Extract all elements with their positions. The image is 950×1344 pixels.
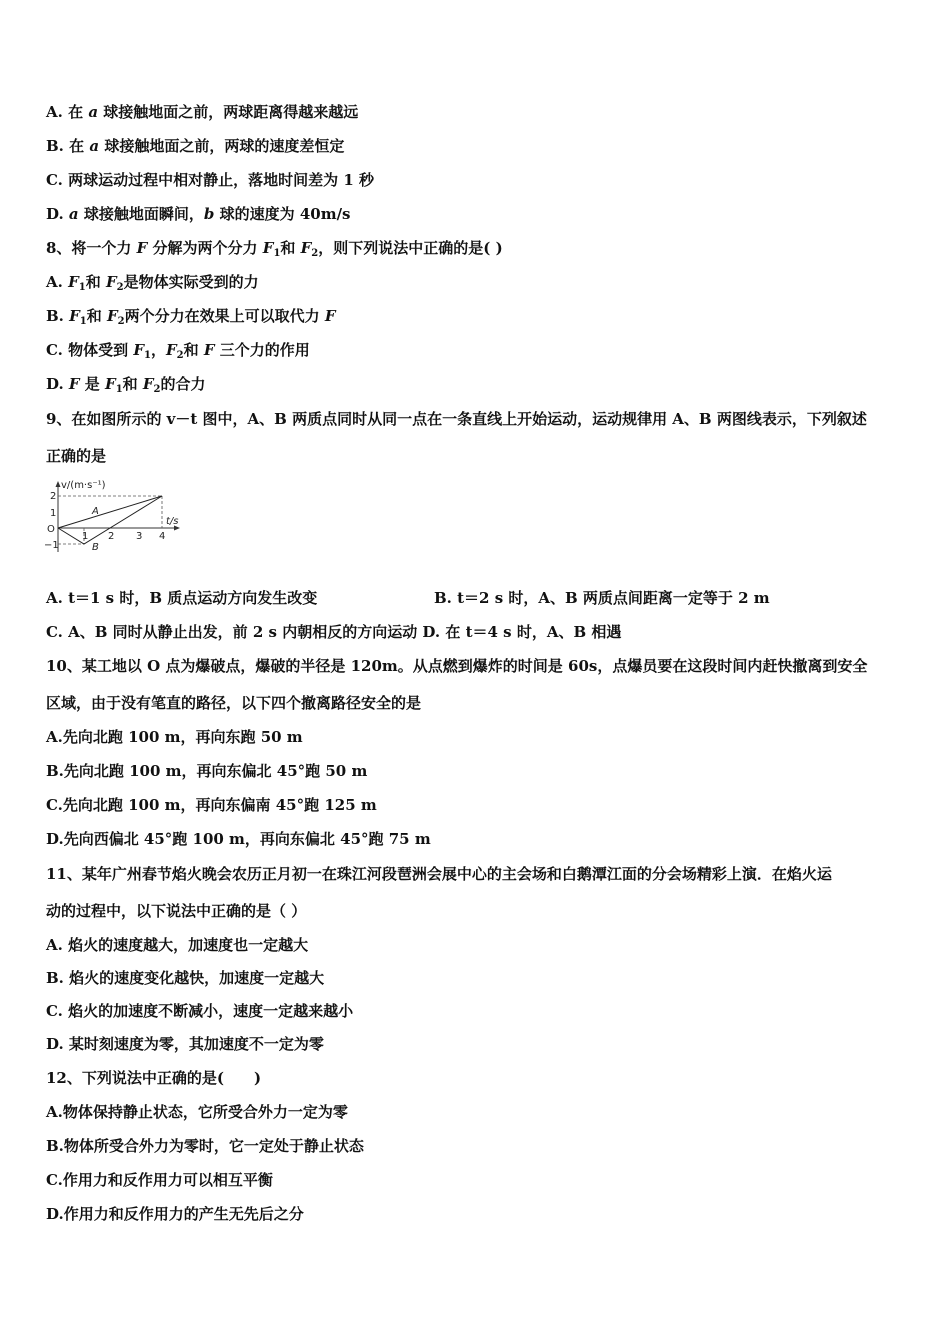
origin-label: O	[47, 524, 55, 535]
q8-option-a: A. $F_1$和 $F_2$是物体实际受到的力	[46, 273, 259, 293]
line-a-label: A	[92, 506, 99, 517]
q8-stem: 8、将一个力 F 分解为两个分力 $F_1$和 $F_2$，则下列说法中正确的是( )	[46, 239, 503, 259]
q11-stem-line1: 11、某年广州春节焰火晚会农历正月初一在珠江河段琶洲会展中心的主会场和白鹅潭江面的分会场精彩上演．在焰火运	[46, 865, 832, 883]
q12-option-c: C.作用力和反作用力可以相互平衡	[46, 1171, 273, 1189]
q11-option-a: A. 焰火的速度越大，加速度也一定越大	[46, 936, 309, 954]
q7-option-d: D. a 球接触地面瞬间，b 球的速度为 40m/s	[46, 205, 351, 223]
q10-option-d: D.先向西偏北 45°跑 100 m，再向东偏北 45°跑 75 m	[46, 830, 431, 848]
y-tick-m1: −1	[44, 540, 59, 551]
y-axis-arrow	[56, 481, 61, 487]
x-tick-3: 3	[136, 531, 143, 542]
y-tick-1: 1	[50, 508, 57, 519]
q9-option-b: B. t＝2 s 时，A、B 两质点间距离一定等于 2 m	[434, 589, 770, 607]
y-tick-2: 2	[50, 491, 57, 502]
line-b-label: B	[92, 542, 99, 553]
x-tick-4: 4	[159, 531, 166, 542]
q7-option-b: B. 在 a 球接触地面之前，两球的速度差恒定	[46, 137, 345, 155]
q11-stem-line2: 动的过程中，以下说法中正确的是（ ）	[46, 902, 307, 920]
q9-option-c-d: C. A、B 同时从静止出发，前 2 s 内朝相反的方向运动 D. 在 t＝4 s 时，A、B 相遇	[46, 623, 622, 641]
q12-option-a: A.物体保持静止状态，它所受合外力一定为零	[46, 1103, 348, 1121]
q11-option-d: D. 某时刻速度为零，其加速度不一定为零	[46, 1035, 324, 1053]
q11-option-c: C. 焰火的加速度不断减小，速度一定越来越小	[46, 1002, 354, 1020]
q9-stem-line2: 正确的是	[46, 447, 107, 465]
q12-option-b: B.物体所受合外力为零时，它一定处于静止状态	[46, 1137, 364, 1155]
q9-stem-line1: 9、在如图所示的 v－t 图中，A、B 两质点同时从同一点在一条直线上开始运动，运动规律用 A、B 两图线表示，下列叙述	[46, 410, 867, 428]
q12-option-d: D.作用力和反作用力的产生无先后之分	[46, 1205, 304, 1223]
q9-option-a: A. t＝1 s 时，B 质点运动方向发生改变	[46, 589, 318, 607]
q7-option-c: C. 两球运动过程中相对静止，落地时间差为 1 秒	[46, 171, 375, 189]
q10-stem-line1: 10、某工地以 O 点为爆破点，爆破的半径是 120m。从点燃到爆炸的时间是 60s，点爆员要在这段时间内赶快撤离到安全	[46, 657, 868, 675]
vt-graph	[44, 478, 194, 558]
q10-option-c: C.先向北跑 100 m，再向东偏南 45°跑 125 m	[46, 796, 377, 814]
line-a	[58, 496, 162, 528]
q8-option-c: C. 物体受到 $F_1$，$F_2$和 F 三个力的作用	[46, 341, 310, 361]
q12-stem: 12、下列说法中正确的是( )	[46, 1069, 262, 1087]
x-tick-2: 2	[108, 531, 115, 542]
q11-option-b: B. 焰火的速度变化越快，加速度一定越大	[46, 969, 325, 987]
q8-option-b: B. $F_1$和 $F_2$两个分力在效果上可以取代力 F	[46, 307, 336, 327]
x-tick-1: 1	[82, 531, 89, 542]
q10-option-a: A.先向北跑 100 m，再向东跑 50 m	[46, 728, 303, 746]
q7-option-a: A. 在 a 球接触地面之前，两球距离得越来越远	[46, 103, 359, 121]
q10-option-b: B.先向北跑 100 m，再向东偏北 45°跑 50 m	[46, 762, 368, 780]
q10-stem-line2: 区域，由于没有笔直的路径，以下四个撤离路径安全的是	[46, 694, 422, 712]
q8-option-d: D. F 是 $F_1$和 $F_2$的合力	[46, 375, 206, 395]
y-axis-label: v/(m·s⁻¹)	[61, 480, 106, 491]
x-axis-label: t/s	[166, 516, 179, 527]
